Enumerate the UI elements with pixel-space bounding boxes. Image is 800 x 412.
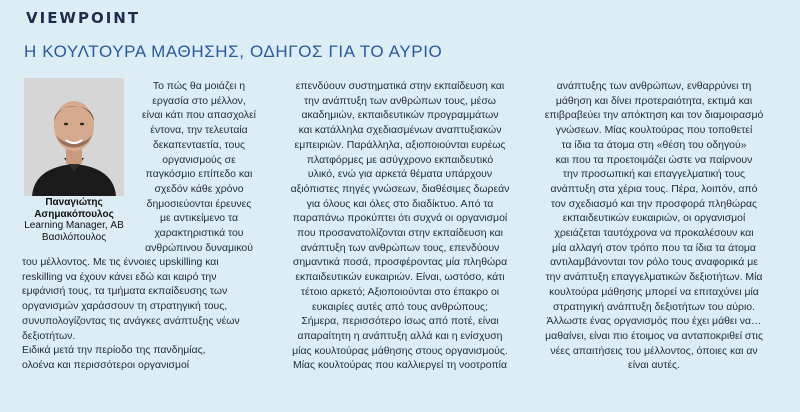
article-column-1-bottom: [22, 256, 274, 374]
article-line: και κατάλληλα σχεδιασμένων αναπτυξιακών: [298, 125, 502, 137]
article-line: τέτοιο αρκετό; Αξιοποιούνται στο έπακρο οι: [300, 286, 500, 298]
article-line: με αντικείμενο τα: [159, 213, 239, 225]
article-line: παραπάνω προκύπτει ότι συχνά οι οργανισμοί: [292, 213, 508, 225]
article-line: εργασία στο μέλλον,: [152, 95, 246, 107]
article-line: μάθηση και δίνει προτεραιότητα, εκτιμά και: [555, 95, 753, 107]
article-line: είναι αυτές.: [628, 360, 680, 372]
article-line: εμφάνισή τους, τα τμήματα εκπαίδευσης των: [22, 286, 228, 298]
article-line: τον σχεδιασμό και την προσφορά πληθώρας: [550, 198, 758, 210]
article-line: πλατφόρμες με ασύγχρονο εκπαιδευτικό: [306, 154, 494, 166]
article-line: αξιόπιστες πηγές γνώσεων, διαθέσιμες δωρεάν: [290, 183, 510, 195]
article-line: Σήμερα, περισσότερο ίσως από ποτέ, είναι: [301, 316, 499, 328]
article-line: Άλλωστε ένας οργανισμός που έχει μάθει να…: [546, 316, 762, 328]
article-line: αντιλαμβάνονται τον ρόλο τους αναφορικά με: [550, 257, 758, 269]
article-line: εκπαιδευτικών ευκαιριών, οι οργανισμοί: [562, 213, 746, 225]
author-photo: [24, 78, 124, 196]
article-line: Μίας κουλτούρας που καλλιεργεί τη νοοτροπία: [293, 360, 507, 372]
article-line: την ανάπτυξη των ανθρώπων τους, μέσω: [304, 95, 496, 107]
article-line: χαρακτηριστικά του: [154, 228, 244, 240]
author-name: Παναγιώτης Ασημακόπουλος: [34, 197, 114, 220]
article-line: παγκόσμιο επίπεδο και: [145, 169, 253, 181]
article-line: ακαδημιών, εκπαιδευτικών προγραμμάτων: [301, 110, 499, 122]
article-line: χρειάζεται ταυτόχρονα να προκαλέσουν και: [554, 228, 754, 240]
article-column-1-top: [126, 80, 272, 256]
article-line: reskilling να έχουν κάνει εδώ και καιρό την: [22, 271, 217, 283]
article-line: κουλτούρα μάθησης μπορεί να επιταχύνει μία: [549, 286, 759, 298]
article-line: ανάπτυξης των ανθρώπων, ενθαρρύνει τη: [556, 81, 752, 92]
article-line: εκπαιδευτικών ευκαιριών. Είναι, ωστόσο, κάτι: [295, 272, 505, 284]
article-line: τα ίδια τα άτομα στη «θέση του οδηγού»: [561, 139, 747, 151]
article-line: επενδύουν συστηματικά στην εκπαίδευση και: [295, 81, 505, 92]
article-line: σημαντικά ποσά, προσφέροντας μία πληθώρα: [292, 257, 508, 269]
article-line: συνυπολογίζοντας τις ανάγκες ανάπτυξης νέων: [22, 315, 240, 327]
headline: Η ΚΟΥΛΤΟΥΡΑ ΜΑΘΗΣΗΣ, ΟΔΗΓΟΣ ΓΙΑ ΤΟ ΑΥΡΙΟ: [24, 42, 443, 61]
article-line: νέες απαιτήσεις του μέλλοντος, όποιες και αν: [550, 345, 758, 357]
article-line: απαραίτητη η ανάπτυξη αλλά και η ενίσχυση: [297, 330, 503, 342]
article-line: την προσωπική και επαγγελματική τους: [562, 169, 746, 181]
article-line: δεκαπενταετία, τους: [152, 139, 246, 151]
article-line: οργανισμούς σε: [162, 154, 236, 166]
article-line: μαθαίνει, είναι πιο έτοιμος να ανταποκριθεί στις: [545, 330, 763, 342]
article-line: ευκαιρίες αυτές από τους ανθρώπους;: [312, 301, 488, 313]
article-line: γνώσεων. Μίας κουλτούρας που τοποθετεί: [555, 125, 753, 137]
article-line: που προσανατολίζονται στην εκπαίδευση και: [297, 228, 503, 240]
article-line: δημοσιεύονται έρευνες: [146, 198, 252, 210]
article-line: οργανισμών χαράσσουν τη στρατηγική τους,: [22, 301, 228, 313]
article-line: επιβραβεύει την απόκτηση και τον διαμοιρασμό: [544, 110, 764, 122]
article-line: δεξιοτήτων.: [22, 330, 76, 342]
article-line: για όλους και όλες στο διαδίκτυο. Από τα: [306, 198, 494, 210]
article-line: την ανάπτυξη επαγγελματικών δεξιοτήτων. Μία: [545, 272, 763, 284]
kicker: VIEWPOINT: [26, 9, 141, 27]
article-line: Ειδικά μετά την περίοδο της πανδημίας,: [22, 345, 206, 357]
author-title: Learning Manager, ΑΒ Βασιλόπουλος: [24, 220, 124, 243]
article-line: μίας κουλτούρας μάθησης στους οργανισμούς.: [292, 345, 508, 357]
article-line: και που τα προετοιμάζει ώστε να παίρνουν: [555, 154, 753, 166]
article-line: έντονα, την τελευταία: [150, 125, 248, 137]
article-column-2: [277, 80, 523, 374]
article-line: είναι κάτι που απασχολεί: [142, 110, 256, 122]
article-line: εμπειριών. Παράλληλα, αξιοποιούνται ευρέως: [294, 139, 506, 151]
article-line: ανάπτυξη των ανθρώπων τους, επενδύουν: [300, 242, 500, 254]
article-line: μία αλλαγή στον τρόπο που τα ίδια τα άτομα: [552, 242, 756, 254]
article-line: ολοένα και περισσότεροι οργανισμοί: [22, 359, 190, 371]
article-column-3: [528, 80, 780, 374]
article-line: σχεδόν κάθε χρόνο: [154, 183, 244, 195]
author-caption: [24, 197, 124, 243]
article-line: του μέλλοντος. Με τις έννοιες upskilling και: [22, 257, 219, 268]
article-line: στρατηγική ανάπτυξη δεξιοτήτων του αύριο.: [553, 301, 755, 313]
article-line: υλικό, ενώ για αρκετά θέματα υπάρχουν: [307, 169, 493, 181]
article-line: ανάπτυξη στα χέρια τους. Πέρα, λοιπόν, από: [550, 183, 758, 195]
article-line: Το πώς θα μοιάζει η: [152, 81, 246, 92]
article-line: ανθρώπινου δυναμικού: [145, 242, 253, 254]
